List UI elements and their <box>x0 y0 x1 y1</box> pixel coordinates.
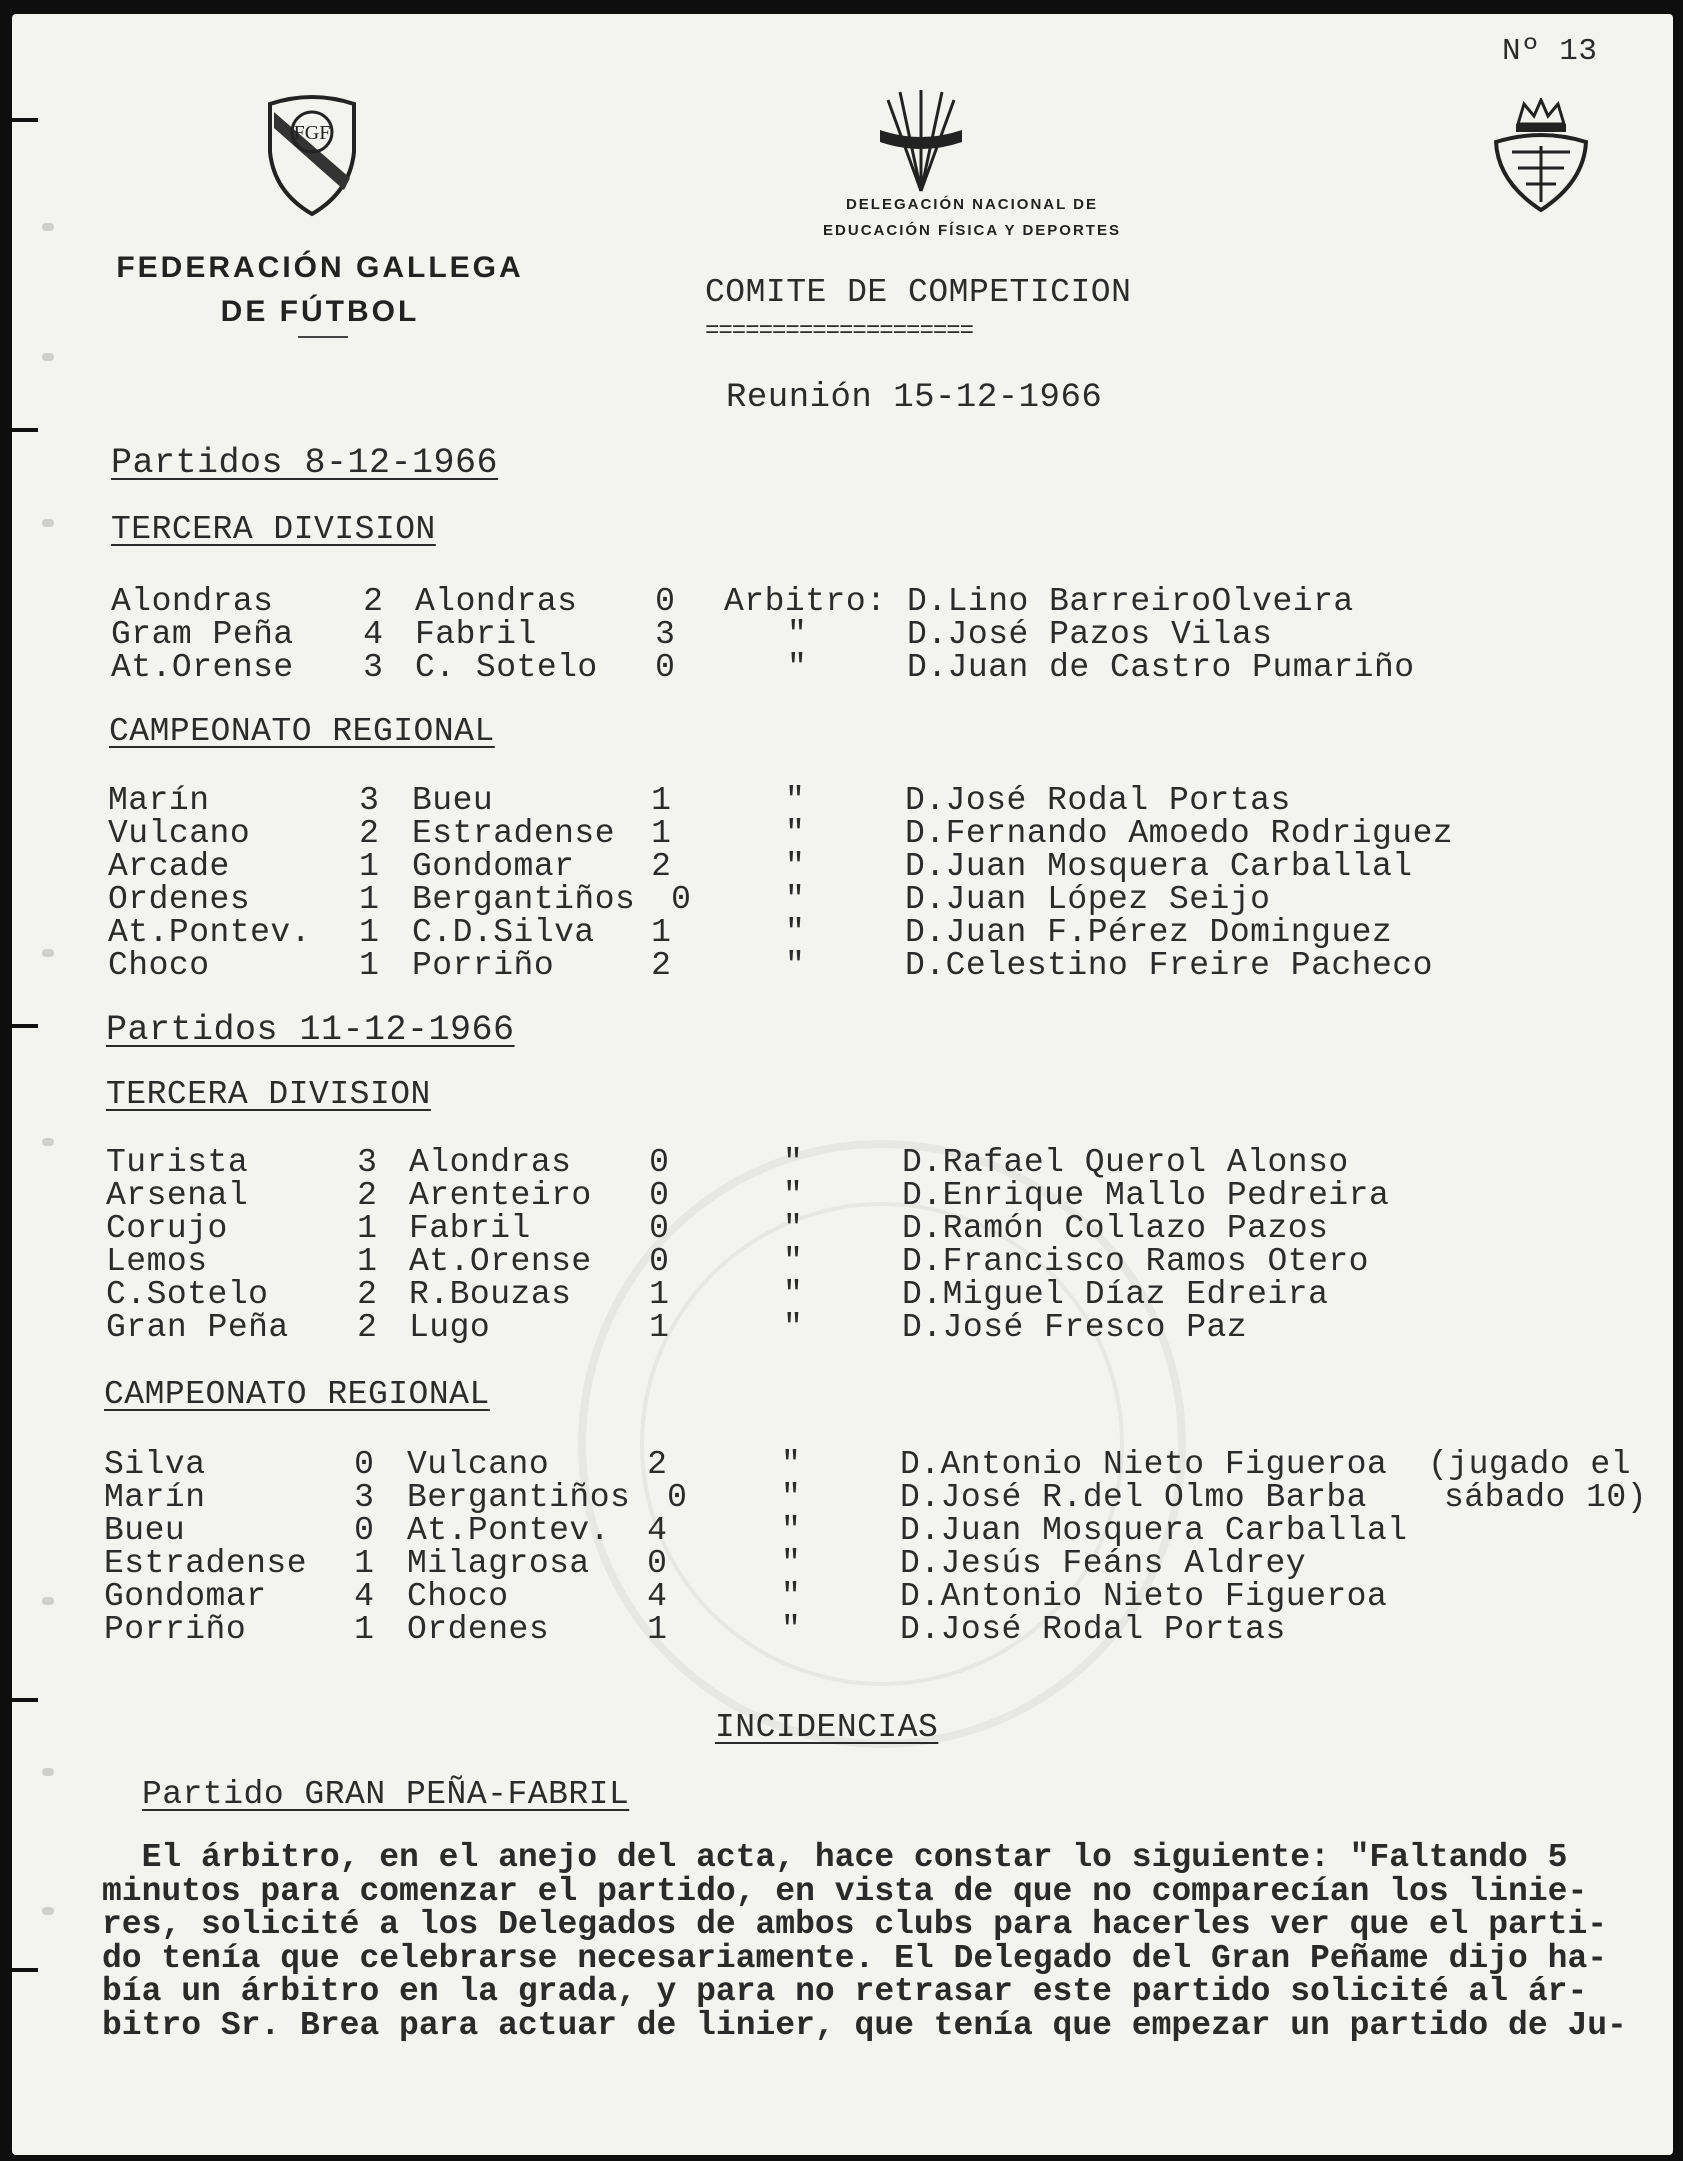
away-team: Fabril <box>409 1210 531 1247</box>
home-team: Turista <box>106 1144 249 1181</box>
referee-name: D.Rafael Querol Alonso <box>902 1144 1349 1181</box>
home-score: 3 <box>363 649 383 686</box>
ditto-mark: " <box>785 848 806 885</box>
home-team: Vulcano <box>108 815 251 852</box>
federation-shield-icon <box>264 92 360 218</box>
paragraph-line: bía un árbitro en la grada, y para no retrasar este partido solicité al ár- <box>102 1973 1588 2010</box>
ditto-mark: " <box>783 1177 804 1214</box>
away-score: 1 <box>651 914 671 951</box>
referee-name: D.José Fresco Paz <box>902 1309 1248 1346</box>
ditto-mark: " <box>785 947 806 984</box>
ditto-mark: " <box>781 1446 802 1483</box>
paragraph-line: bitro Sr. Brea para actuar de linier, que tenía que empezar un partido de Ju- <box>102 2006 1627 2044</box>
group-heading-tercera: TERCERA DIVISION <box>111 511 436 548</box>
home-score: 0 <box>354 1512 374 1549</box>
away-team: Gondomar <box>412 848 575 885</box>
home-score: 0 <box>354 1446 374 1483</box>
binder-mark <box>12 118 38 122</box>
away-team: Choco <box>407 1578 509 1615</box>
crown-shield-icon <box>1488 98 1594 214</box>
referee-name: D.Antonio Nieto Figueroa <box>900 1446 1388 1483</box>
home-score: 3 <box>359 782 379 819</box>
home-score: 2 <box>357 1177 377 1214</box>
home-score: 4 <box>354 1578 374 1615</box>
ditto-mark: " <box>783 1144 804 1181</box>
ditto-mark: " <box>783 1210 804 1247</box>
home-team: Gondomar <box>104 1578 267 1615</box>
away-team: R.Bouzas <box>409 1276 572 1313</box>
away-team: C.D.Silva <box>412 914 595 951</box>
group-heading-regional: CAMPEONATO REGIONAL <box>104 1376 490 1413</box>
ditto-mark: " <box>781 1578 802 1615</box>
ditto-mark: " <box>785 914 806 951</box>
home-score: 2 <box>357 1276 377 1313</box>
federation-name-line1: FEDERACIÓN GALLEGA <box>116 251 524 284</box>
referee-name: D.Juan Mosquera Carballal <box>900 1512 1408 1549</box>
referee-name: D.Ramón Collazo Pazos <box>902 1210 1329 1247</box>
ditto-mark: " <box>781 1479 802 1516</box>
committee-title-rule: ==================== <box>705 318 974 345</box>
away-team: At.Orense <box>409 1243 592 1280</box>
away-team: C. Sotelo <box>415 649 598 686</box>
away-score: 1 <box>651 782 671 819</box>
away-team: Bergantiños <box>407 1479 631 1516</box>
away-team: Milagrosa <box>407 1545 590 1582</box>
home-team: Bueu <box>104 1512 186 1549</box>
away-score: 2 <box>651 848 671 885</box>
away-team: Ordenes <box>407 1611 550 1648</box>
referee-name: D.Juan López Seijo <box>905 881 1271 918</box>
away-score: 0 <box>649 1144 669 1181</box>
binder-mark <box>12 1698 38 1702</box>
document-page <box>12 14 1673 2155</box>
home-team: Ordenes <box>108 881 251 918</box>
referee-label: Arbitro: <box>724 583 887 620</box>
home-score: 2 <box>363 583 383 620</box>
home-score: 4 <box>363 616 383 653</box>
away-score: 4 <box>647 1578 667 1615</box>
ditto-mark: " <box>785 815 806 852</box>
ditto-mark: " <box>783 1309 804 1346</box>
away-score: 0 <box>655 649 675 686</box>
binder-mark <box>12 1024 38 1028</box>
referee-name: D.Miguel Díaz Edreira <box>902 1276 1329 1313</box>
home-team: Marín <box>104 1479 206 1516</box>
away-score: 4 <box>647 1512 667 1549</box>
group-heading-tercera: TERCERA DIVISION <box>106 1076 431 1113</box>
referee-name: D.Antonio Nieto Figueroa <box>900 1578 1388 1615</box>
home-team: Gram Peña <box>111 616 294 653</box>
federation-rule <box>298 336 348 338</box>
home-score: 1 <box>357 1243 377 1280</box>
binder-mark <box>12 1968 38 1972</box>
away-team: Lugo <box>409 1309 491 1346</box>
home-score: 3 <box>354 1479 374 1516</box>
home-team: Marín <box>108 782 210 819</box>
home-score: 1 <box>354 1611 374 1648</box>
referee-name: D.José Pazos Vilas <box>907 616 1273 653</box>
home-score: 1 <box>359 947 379 984</box>
binder-hole <box>42 223 54 231</box>
committee-title: COMITE DE COMPETICION <box>705 274 1132 311</box>
home-team: Arsenal <box>106 1177 249 1214</box>
ditto-mark: " <box>781 1611 802 1648</box>
away-score: 1 <box>647 1611 667 1648</box>
ditto-mark: " <box>785 782 806 819</box>
binder-hole <box>42 949 54 957</box>
home-score: 1 <box>357 1210 377 1247</box>
home-team: At.Orense <box>111 649 294 686</box>
home-team: Corujo <box>106 1210 228 1247</box>
away-team: Estradense <box>412 815 616 852</box>
away-score: 2 <box>651 947 671 984</box>
home-score: 1 <box>359 914 379 951</box>
away-team: Alondras <box>415 583 578 620</box>
away-score: 1 <box>649 1276 669 1313</box>
away-score: 0 <box>671 881 691 918</box>
away-score: 0 <box>655 583 675 620</box>
svg-text:FGF: FGF <box>293 122 331 144</box>
home-team: Arcade <box>108 848 230 885</box>
away-score: 0 <box>649 1177 669 1214</box>
ditto-mark: " <box>783 1276 804 1313</box>
group-heading-regional: CAMPEONATO REGIONAL <box>109 713 495 750</box>
referee-name: D.José Rodal Portas <box>900 1611 1286 1648</box>
incident-paragraph <box>102 1841 1662 2042</box>
binder-hole <box>42 519 54 527</box>
referee-name: D.Juan Mosquera Carballal <box>905 848 1413 885</box>
ditto-mark: " <box>783 1243 804 1280</box>
home-team: Porriño <box>104 1611 247 1648</box>
section-heading-11-12: Partidos 11-12-1966 <box>106 1010 515 1050</box>
home-team: Silva <box>104 1446 206 1483</box>
referee-note: sábado 10) <box>1444 1479 1648 1516</box>
away-team: Bueu <box>412 782 494 819</box>
paragraph-line: res, solicité a los Delegados de ambos clubs para hacerles ver que el parti- <box>102 1906 1608 1943</box>
home-score: 3 <box>357 1144 377 1181</box>
away-score: 2 <box>647 1446 667 1483</box>
away-team: Bergantiños <box>412 881 636 918</box>
federation-name-line2: DE FÚTBOL <box>220 295 420 328</box>
ditto-mark: " <box>781 1512 802 1549</box>
binder-hole <box>42 1597 54 1605</box>
home-team: C.Sotelo <box>106 1276 269 1313</box>
binder-hole <box>42 1907 54 1915</box>
binder-mark <box>12 428 38 432</box>
referee-name: D.Jesús Feáns Aldrey <box>900 1545 1307 1582</box>
referee-name: D.Francisco Ramos Otero <box>902 1243 1369 1280</box>
home-score: 1 <box>359 881 379 918</box>
incidents-title: INCIDENCIAS <box>715 1709 939 1746</box>
referee-name: D.Juan de Castro Pumariño <box>907 649 1415 686</box>
referee-name: D.Lino BarreiroOlveira <box>907 583 1354 620</box>
yoke-arrows-emblem-icon <box>878 86 964 196</box>
away-score: 0 <box>647 1545 667 1582</box>
away-team: Vulcano <box>407 1446 550 1483</box>
home-score: 2 <box>357 1309 377 1346</box>
ditto-mark: " <box>785 881 806 918</box>
home-team: Choco <box>108 947 210 984</box>
away-score: 0 <box>667 1479 687 1516</box>
away-score: 0 <box>649 1210 669 1247</box>
referee-name: D.Celestino Freire Pacheco <box>905 947 1433 984</box>
home-team: Alondras <box>111 583 274 620</box>
referee-name: D.Enrique Mallo Pedreira <box>902 1177 1390 1214</box>
away-score: 3 <box>655 616 675 653</box>
away-score: 0 <box>649 1243 669 1280</box>
home-score: 1 <box>359 848 379 885</box>
referee-name: D.José R.del Olmo Barba <box>900 1479 1367 1516</box>
referee-name: D.José Rodal Portas <box>905 782 1291 819</box>
binder-hole <box>42 353 54 361</box>
page-number: Nº 13 <box>1502 34 1598 69</box>
referee-name: D.Fernando Amoedo Rodriguez <box>905 815 1454 852</box>
ditto-mark: " <box>787 616 808 653</box>
away-team: Porriño <box>412 947 555 984</box>
section-heading-8-12: Partidos 8-12-1966 <box>111 443 499 483</box>
federation-name <box>110 246 530 334</box>
away-team: Alondras <box>409 1144 572 1181</box>
referee-note: (jugado el <box>1428 1446 1632 1483</box>
paragraph-line: do tenía que celebrarse necesariamente. El Delegado del Gran Peñame dijo ha- <box>102 1939 1608 1977</box>
incident-match-heading: Partido GRAN PEÑA-FABRIL <box>142 1776 630 1813</box>
binder-hole <box>42 1138 54 1146</box>
home-team: Gran Peña <box>106 1309 289 1346</box>
binder-hole <box>42 1768 54 1776</box>
referee-name: D.Juan F.Pérez Dominguez <box>905 914 1393 951</box>
home-team: Lemos <box>106 1243 208 1280</box>
away-team: Fabril <box>415 616 537 653</box>
away-score: 1 <box>649 1309 669 1346</box>
ditto-mark: " <box>781 1545 802 1582</box>
ditto-mark: " <box>787 649 808 686</box>
away-score: 1 <box>651 815 671 852</box>
away-team: Arenteiro <box>409 1177 592 1214</box>
paragraph-line: minutos para comenzar el partido, en vista de que no comparecían los linie- <box>102 1872 1588 1910</box>
home-team: Estradense <box>104 1545 308 1582</box>
home-score: 1 <box>354 1545 374 1582</box>
away-team: At.Pontev. <box>407 1512 611 1549</box>
delegation-line2: EDUCACIÓN FÍSICA Y DEPORTES <box>823 222 1121 239</box>
paragraph-line: El árbitro, en el anejo del acta, hace constar lo siguiente: "Faltando 5 <box>102 1839 1568 1876</box>
home-score: 2 <box>359 815 379 852</box>
home-team: At.Pontev. <box>108 914 312 951</box>
meeting-date: Reunión 15-12-1966 <box>726 379 1103 417</box>
delegation-line1: DELEGACIÓN NACIONAL DE <box>845 196 1099 213</box>
